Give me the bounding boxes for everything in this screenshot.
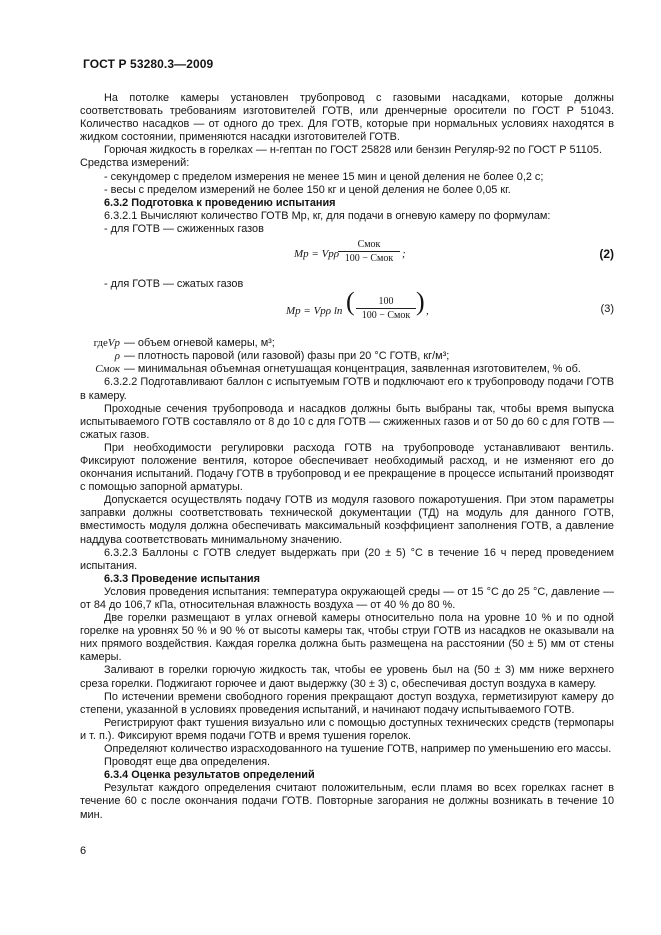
formula-2-tail: ; — [402, 248, 406, 261]
paragraph: Две горелки размещают в углах огневой камеры относительно пола на уровне 10 % и по одной горелке на уровнях 50 % и 90 % от высоты камеры так, чтобы струи ГОТВ из насадков не оказывали на них прямого воздействия. Каждая горелка должна быть размещена на расстоянии (50 ± 5) мм от стены камеры. — [80, 612, 614, 664]
formula-3-label: (3) — [600, 303, 614, 316]
paragraph: По истечении времени свободного горения прекращают доступ воздуха, герметизируют камеру до степени, указанной в условиях проведения испытаний, и начинают подачу испытываемого ГОТВ. — [80, 690, 614, 716]
section-heading-634: 6.3.4 Оценка результатов определений — [104, 769, 315, 782]
paragraph: Проводят еще два определения. — [104, 756, 271, 769]
section-heading-632: 6.3.2 Подготовка к проведению испытания — [104, 196, 336, 209]
definition-text: — плотность паровой (или газовой) фазы при 20 °С ГОТВ, кг/м³; — [124, 350, 450, 363]
formula-3-close-paren: ) — [416, 287, 425, 317]
document-code-header: ГОСТ Р 53280.3—2009 — [83, 57, 214, 71]
formula-2-lhs: Mp = Vpρ — [294, 248, 340, 261]
definition-item — [80, 363, 614, 376]
paragraph: Регистрируют факт тушения визуально или с помощью доступных технических средств (термопары и т. п.). Фиксируют время подачи ГОТВ и время тушения горелок. — [80, 716, 614, 742]
document-body — [80, 92, 614, 822]
paragraph: Допускается осуществлять подачу ГОТВ из модуля газового пожаротушения. При этом параметры заправки должны соответствовать технической документации (ТД) на модуль для данного ГОТВ, вместимость модуля должна обеспечивать максимальный коэффициент заполнения ГОТВ, а давление наддува соответствовать минимальному значению. — [80, 494, 614, 546]
list-item: - секундомер с пределом измерения не менее 15 мин и ценой деления не более 0,2 с; — [104, 170, 544, 183]
formula-3-numerator: 100 — [356, 295, 416, 309]
paragraph: Горючая жидкость в горелках — н-гептан по ГОСТ 25828 или бензин Регуляр-92 по ГОСТ Р 51105. — [104, 144, 602, 157]
paragraph: - для ГОТВ — сжатых газов — [104, 278, 244, 291]
formula-3-fraction — [356, 295, 416, 322]
definition-symbol: Cмок — [95, 363, 120, 376]
paragraph: 6.3.2.1 Вычисляют количество ГОТВ Mp, кг, для подачи в огневую камеру по формулам: — [104, 209, 551, 222]
paragraph: На потолке камеры установлен трубопровод с газовыми насадками, которые должны соответствовать требованиям изготовителей ГОТВ, или дренчерные оросители по ГОСТ Р 51043. Количество насадков — от одного до трех. Для ГОТВ, которые при нормальных условиях находятся в жидком состоянии, применяются насадки изготовителей ГОТВ. — [80, 92, 614, 144]
formula-3-tail: , — [426, 305, 429, 318]
definition-where: гдеVp — [93, 337, 120, 350]
paragraph: Определяют количество израсходованного на тушение ГОТВ, например по уменьшению его массы. — [104, 743, 612, 756]
definition-text: — минимальная объемная огнетушащая концентрация, заявленная изготовителем, % об. — [124, 363, 581, 376]
page-number: 6 — [80, 845, 87, 857]
formula-3-lhs: Mp = Vpρ ln — [286, 305, 343, 318]
section-heading-633: 6.3.3 Проведение испытания — [104, 572, 260, 585]
definitions-list — [80, 337, 614, 376]
formula-3 — [80, 287, 614, 335]
paragraph: Условия проведения испытания: температура окружающей среды — от 15 °С до 25 °С, давление — от 84 до 106,7 кПа, относительная влажность воздуха — от 40 % до 80 %. — [80, 585, 614, 611]
definition-text: — объем огневой камеры, м³; — [124, 337, 275, 350]
formula-3-open-paren: ( — [346, 287, 355, 317]
formula-2-denominator: 100 − Cмок — [344, 253, 394, 265]
definition-item — [80, 350, 614, 363]
paragraph: Результат каждого определения считают положительным, если пламя во всех горелках гаснет в течение 60 с после окончания подачи ГОТВ. Повторные загорания не должны возникать в течение 10 мин. — [80, 782, 614, 821]
paragraph: Проходные сечения трубопровода и насадков должны быть выбраны так, чтобы время выпуска испытываемого ГОТВ составляло от 8 до 10 с для ГОТВ — сжиженных газов и от 50 до 60 с для ГОТВ — сжатых газов. — [80, 402, 614, 441]
list-item: - весы с пределом измерений не более 150 кг и ценой деления не более 0,05 кг. — [104, 183, 511, 196]
formula-2 — [80, 236, 614, 278]
paragraph: 6.3.2.2 Подготавливают баллон с испытуемым ГОТВ и подключают его к трубопроводу подачи ГОТВ в камеру. — [80, 376, 614, 402]
formula-2-label: (2) — [599, 247, 614, 262]
paragraph: При необходимости регулировки расхода ГОТВ на трубопроводе устанавливают вентиль. Фиксируют положение вентиля, которое обеспечивает необходимый расход, и не изменяют его до окончания испытаний. Подачу ГОТВ в трубопровод и ее прекращение в процессе испытаний производят с помощью запорной арматуры. — [80, 441, 614, 494]
definition-symbol: ρ — [114, 350, 120, 363]
paragraph: Заливают в горелки горючую жидкость так, чтобы ее уровень был на (50 ± 3) мм ниже верхнего среза горелки. Поджигают горючее и дают выдержку (30 ± 3) с, обеспечивая доступ воздуха в камеру. — [80, 664, 614, 690]
means-title: Средства измерений: — [80, 157, 190, 170]
paragraph: 6.3.2.3 Баллоны с ГОТВ следует выдержать при (20 ± 5) °С в течение 16 ч перед проведением испытания. — [80, 546, 614, 572]
formula-2-fraction — [338, 238, 400, 265]
paragraph: - для ГОТВ — сжиженных газов — [104, 222, 264, 235]
definition-item — [80, 337, 614, 350]
formula-2-numerator: Cмок — [338, 238, 400, 252]
formula-3-denominator: 100 − Cмок — [361, 310, 411, 322]
